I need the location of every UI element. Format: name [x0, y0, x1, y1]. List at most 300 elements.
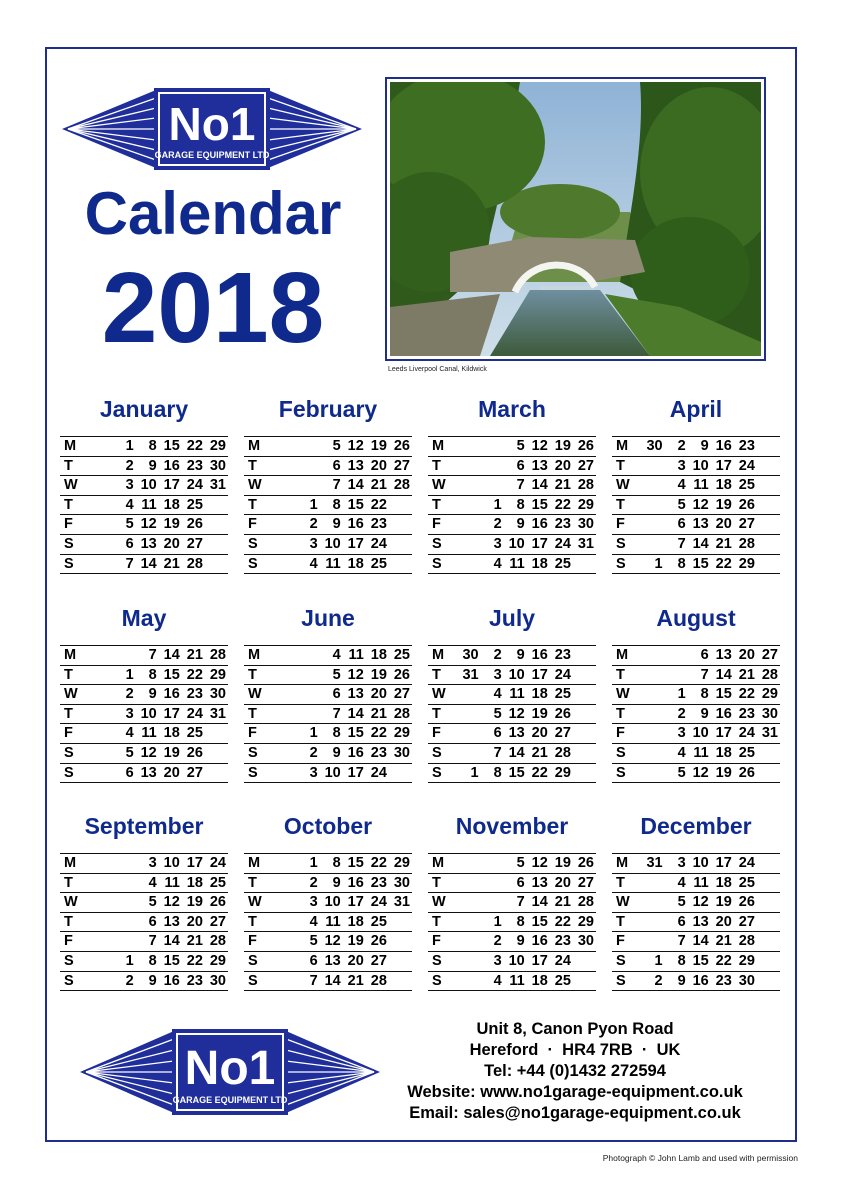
date-cell: 6	[493, 725, 502, 742]
weekday-row	[244, 932, 412, 952]
weekday-label: T	[432, 666, 441, 683]
date-cell: 26	[209, 894, 226, 911]
date-cell	[481, 893, 504, 912]
date-cell: 2	[309, 874, 318, 891]
weekday-row	[60, 972, 228, 992]
weekday-label: S	[432, 952, 442, 969]
date-cell	[458, 893, 481, 912]
date-cell: 21	[715, 535, 732, 552]
date-cell	[90, 457, 113, 476]
weekday-label: M	[616, 647, 629, 663]
date-cell: 7	[125, 555, 134, 572]
weekday-label: S	[64, 972, 74, 989]
weekday-label: M	[64, 438, 77, 454]
date-cell: 23	[186, 686, 203, 703]
month-name: November	[455, 813, 569, 839]
date-cell: 31	[646, 855, 663, 871]
month-december	[612, 811, 780, 991]
date-cell: 21	[163, 555, 180, 572]
date-cell: 4	[125, 725, 134, 742]
date-cell	[458, 724, 481, 743]
date-cell: 5	[677, 894, 686, 911]
date-cell: 30	[209, 686, 226, 703]
date-cell	[113, 646, 136, 665]
date-cell: 18	[370, 647, 387, 663]
date-cell	[274, 874, 297, 893]
weekday-row	[428, 952, 596, 972]
date-cell: 29	[738, 952, 755, 969]
date-cell: 15	[163, 438, 180, 454]
month-name: October	[283, 813, 373, 839]
date-cell: 3	[125, 705, 134, 722]
date-cell	[642, 535, 665, 554]
date-cell: 11	[325, 555, 341, 572]
date-cell: 23	[715, 972, 732, 989]
weekday-label: S	[616, 744, 626, 761]
date-cell: 30	[393, 874, 410, 891]
date-cell	[389, 932, 412, 951]
date-cell	[458, 972, 481, 991]
date-cell	[757, 874, 780, 893]
month-october	[244, 811, 412, 991]
date-cell: 8	[332, 496, 341, 513]
date-cell	[642, 705, 665, 724]
date-cell: 15	[531, 913, 548, 930]
date-cell	[642, 913, 665, 932]
month-name: July	[488, 605, 536, 631]
date-cell: 25	[554, 555, 571, 572]
date-cell: 1	[654, 555, 663, 572]
date-cell: 12	[163, 894, 180, 911]
date-cell: 24	[186, 477, 203, 494]
date-cell: 18	[715, 744, 732, 761]
date-cell: 22	[738, 686, 755, 703]
date-cell: 27	[577, 457, 594, 474]
date-cell	[757, 496, 780, 515]
date-cell: 23	[370, 874, 387, 891]
date-cell	[113, 932, 136, 951]
date-cell: 16	[531, 933, 548, 950]
weekday-row	[244, 535, 412, 555]
date-cell: 13	[140, 535, 157, 552]
date-cell: 28	[738, 933, 755, 950]
date-cell: 6	[700, 647, 709, 663]
date-cell	[757, 437, 780, 456]
date-cell: 16	[692, 972, 709, 989]
date-cell	[113, 874, 136, 893]
weekday-row	[244, 515, 412, 535]
date-cell: 31	[209, 477, 226, 494]
date-cell: 30	[761, 705, 778, 722]
date-cell: 21	[347, 972, 364, 989]
date-cell: 22	[370, 855, 387, 871]
date-cell	[642, 515, 665, 534]
weekday-row	[60, 457, 228, 477]
weekday-label: M	[432, 855, 445, 871]
date-cell: 14	[692, 535, 709, 552]
date-cell: 29	[209, 438, 226, 454]
date-cell: 13	[531, 874, 548, 891]
date-cell	[297, 476, 320, 495]
date-cell: 26	[738, 496, 755, 513]
date-cell: 15	[692, 952, 709, 969]
weekday-row	[428, 724, 596, 744]
date-cell: 8	[332, 855, 341, 871]
month-january	[60, 394, 228, 574]
month-november	[428, 811, 596, 991]
date-cell: 13	[347, 457, 364, 474]
weekday-row	[244, 555, 412, 575]
date-cell: 27	[393, 686, 410, 703]
date-cell: 1	[125, 952, 134, 969]
date-cell	[389, 515, 412, 534]
month-name: April	[669, 396, 723, 422]
canal-photo	[385, 77, 766, 361]
date-cell: 9	[516, 647, 525, 663]
weekday-label: S	[248, 972, 258, 989]
date-cell: 23	[554, 516, 571, 533]
date-cell: 17	[531, 952, 548, 969]
date-cell	[274, 932, 297, 951]
weekday-label: T	[64, 705, 73, 722]
date-cell: 22	[531, 764, 548, 781]
date-cell: 19	[163, 516, 180, 533]
date-cell: 16	[531, 516, 548, 533]
date-cell: 9	[148, 686, 157, 703]
date-cell: 12	[347, 666, 364, 683]
date-cell	[458, 932, 481, 951]
date-cell: 12	[531, 438, 548, 454]
weekday-label: F	[432, 516, 441, 533]
date-cell	[274, 952, 297, 971]
date-cell: 6	[677, 913, 686, 930]
date-cell	[90, 437, 113, 456]
date-cell: 28	[186, 555, 203, 572]
weekday-row	[60, 893, 228, 913]
date-cell	[274, 893, 297, 912]
date-cell: 23	[186, 457, 203, 474]
weekday-label: T	[432, 913, 441, 930]
date-cell: 5	[677, 764, 686, 781]
date-cell: 10	[508, 535, 525, 552]
date-cell: 7	[493, 744, 502, 761]
date-cell	[458, 874, 481, 893]
weekday-label: T	[616, 913, 625, 930]
date-cell: 6	[148, 913, 157, 930]
weekday-label: T	[432, 874, 441, 891]
weekday-label: F	[64, 516, 73, 533]
date-cell: 20	[715, 913, 732, 930]
date-cell: 10	[508, 666, 525, 683]
date-cell: 26	[577, 438, 594, 454]
date-cell: 12	[140, 744, 157, 761]
date-cell: 18	[163, 725, 180, 742]
address-line-1: Unit 8, Canon Pyon Road	[476, 1020, 674, 1038]
date-cell: 3	[677, 725, 686, 742]
weekday-label: S	[64, 535, 74, 552]
date-cell: 1	[125, 666, 134, 683]
date-cell: 20	[531, 725, 548, 742]
date-cell: 30	[738, 972, 755, 989]
month-name: December	[640, 813, 752, 839]
date-cell	[573, 724, 596, 743]
month-february	[244, 394, 412, 574]
logo-mark-text: No1	[168, 98, 256, 150]
date-cell: 8	[332, 725, 341, 742]
weekday-row	[60, 854, 228, 874]
date-cell	[90, 893, 113, 912]
date-cell	[458, 535, 481, 554]
date-cell	[757, 535, 780, 554]
date-cell: 14	[324, 972, 341, 989]
date-cell: 16	[347, 744, 364, 761]
month-days-table	[428, 853, 596, 991]
weekday-row	[428, 932, 596, 952]
month-days-table	[244, 853, 412, 991]
weekday-row	[428, 685, 596, 705]
date-cell: 25	[554, 972, 571, 989]
month-days-table	[244, 645, 412, 783]
date-cell: 24	[554, 952, 571, 969]
date-cell: 4	[677, 874, 686, 891]
date-cell: 25	[738, 874, 755, 891]
date-cell	[274, 457, 297, 476]
date-cell: 3	[493, 535, 502, 552]
month-may	[60, 603, 228, 783]
date-cell	[642, 457, 665, 476]
date-cell	[274, 646, 297, 665]
date-cell	[274, 685, 297, 704]
date-cell: 24	[209, 855, 226, 871]
weekday-row	[612, 476, 780, 496]
date-cell: 21	[554, 894, 571, 911]
month-days-table	[612, 853, 780, 991]
date-cell: 15	[347, 496, 364, 513]
date-cell	[113, 893, 136, 912]
date-cell: 31	[761, 725, 778, 742]
weekday-label: F	[616, 725, 625, 742]
date-cell: 28	[577, 894, 594, 911]
date-cell: 17	[347, 894, 364, 911]
date-cell: 23	[738, 438, 755, 454]
website-link[interactable]: Website: www.no1garage-equipment.co.uk	[407, 1083, 743, 1101]
date-cell: 26	[393, 666, 410, 683]
date-cell: 28	[370, 972, 387, 989]
date-cell: 15	[163, 952, 180, 969]
date-cell: 20	[370, 457, 387, 474]
weekday-label: S	[248, 744, 258, 761]
month-march	[428, 394, 596, 574]
date-cell: 24	[554, 535, 571, 552]
date-cell: 12	[692, 496, 709, 513]
weekday-row	[428, 913, 596, 933]
date-cell: 2	[125, 686, 134, 703]
date-cell	[642, 476, 665, 495]
date-cell: 19	[554, 855, 571, 871]
date-cell: 10	[692, 855, 709, 871]
date-cell: 7	[516, 894, 525, 911]
date-cell	[642, 893, 665, 912]
date-cell	[573, 705, 596, 724]
date-cell: 6	[516, 457, 525, 474]
date-cell	[757, 952, 780, 971]
date-cell	[274, 972, 297, 991]
date-cell: 23	[554, 933, 571, 950]
date-cell: 6	[125, 764, 134, 781]
date-cell	[458, 705, 481, 724]
weekday-row	[612, 854, 780, 874]
date-cell: 1	[125, 438, 134, 454]
date-cell: 1	[677, 686, 686, 703]
weekday-label: F	[248, 933, 257, 950]
weekday-label: S	[248, 555, 258, 572]
date-cell	[757, 913, 780, 932]
date-cell: 18	[347, 555, 364, 572]
date-cell: 29	[209, 666, 226, 683]
weekday-row	[612, 457, 780, 477]
weekday-row	[428, 535, 596, 555]
date-cell: 6	[677, 516, 686, 533]
date-cell: 24	[554, 666, 571, 683]
date-cell: 4	[309, 913, 318, 930]
date-cell: 9	[516, 516, 525, 533]
date-cell	[90, 705, 113, 724]
weekday-row	[428, 496, 596, 516]
date-cell: 4	[493, 555, 502, 572]
company-logo-top	[60, 88, 364, 170]
weekday-row	[244, 666, 412, 686]
date-cell: 8	[700, 686, 709, 703]
date-cell: 30	[209, 457, 226, 474]
date-cell: 25	[738, 744, 755, 761]
date-cell: 8	[516, 913, 525, 930]
date-cell: 22	[554, 913, 571, 930]
date-cell: 24	[186, 705, 203, 722]
weekday-label: T	[248, 913, 257, 930]
date-cell	[205, 744, 228, 763]
weekday-row	[428, 764, 596, 784]
date-cell	[90, 874, 113, 893]
date-cell: 6	[332, 457, 341, 474]
weekday-row	[612, 535, 780, 555]
weekday-row	[244, 476, 412, 496]
weekday-label: S	[64, 952, 74, 969]
date-cell: 21	[186, 647, 203, 663]
date-cell: 11	[348, 647, 364, 663]
date-cell: 22	[186, 438, 203, 454]
date-cell	[757, 972, 780, 991]
weekday-row	[60, 646, 228, 666]
date-cell	[757, 457, 780, 476]
month-september	[60, 811, 228, 991]
month-name: June	[301, 605, 355, 631]
date-cell	[90, 854, 113, 873]
date-cell: 22	[715, 555, 732, 572]
weekday-row	[60, 764, 228, 784]
date-cell: 30	[646, 438, 663, 454]
weekday-label: T	[248, 874, 257, 891]
date-cell: 1	[654, 952, 663, 969]
weekday-row	[612, 913, 780, 933]
date-cell: 17	[186, 855, 203, 871]
date-cell	[274, 724, 297, 743]
date-cell: 2	[309, 516, 318, 533]
month-days-table	[612, 436, 780, 574]
date-cell: 21	[738, 666, 755, 683]
weekday-row	[244, 764, 412, 784]
date-cell: 14	[163, 647, 180, 663]
date-cell	[458, 476, 481, 495]
date-cell	[90, 496, 113, 515]
date-cell: 15	[347, 725, 364, 742]
date-cell: 27	[761, 647, 778, 663]
date-cell: 6	[516, 874, 525, 891]
date-cell: 19	[347, 933, 364, 950]
date-cell: 11	[164, 874, 180, 891]
email-link[interactable]: Email: sales@no1garage-equipment.co.uk	[409, 1104, 741, 1122]
date-cell: 16	[715, 705, 732, 722]
date-cell	[389, 535, 412, 554]
address-line-2: Hereford · HR4 7RB · UK	[469, 1041, 681, 1059]
weekday-label: W	[248, 894, 262, 911]
date-cell	[113, 913, 136, 932]
weekday-row	[244, 705, 412, 725]
date-cell: 14	[140, 555, 157, 572]
date-cell: 15	[163, 666, 180, 683]
weekday-row	[428, 893, 596, 913]
month-days-table	[612, 645, 780, 783]
date-cell	[642, 496, 665, 515]
date-cell: 3	[677, 855, 686, 871]
date-cell	[481, 476, 504, 495]
weekday-row	[612, 932, 780, 952]
weekday-row	[60, 685, 228, 705]
date-cell	[90, 646, 113, 665]
date-cell: 21	[186, 933, 203, 950]
weekday-label: T	[616, 705, 625, 722]
date-cell: 5	[148, 894, 157, 911]
date-cell: 26	[186, 516, 203, 533]
date-cell: 23	[554, 647, 571, 663]
date-cell	[757, 744, 780, 763]
date-cell: 19	[531, 705, 548, 722]
date-cell	[389, 913, 412, 932]
date-cell	[274, 555, 297, 574]
date-cell: 27	[738, 516, 755, 533]
month-april	[612, 394, 780, 574]
company-logo-bottom	[78, 1029, 382, 1115]
date-cell: 25	[738, 477, 755, 494]
month-days-table	[428, 645, 596, 783]
weekday-label: S	[432, 535, 442, 552]
date-cell: 8	[148, 952, 157, 969]
date-cell: 3	[677, 457, 686, 474]
date-cell: 13	[347, 686, 364, 703]
date-cell: 18	[715, 874, 732, 891]
photo-caption: Leeds Liverpool Canal, Kildwick	[388, 366, 487, 373]
weekday-label: F	[616, 933, 625, 950]
date-cell	[458, 515, 481, 534]
weekday-row	[612, 666, 780, 686]
weekday-label: W	[616, 686, 630, 703]
date-cell: 28	[393, 477, 410, 494]
weekday-label: W	[64, 686, 78, 703]
date-cell	[458, 854, 481, 873]
date-cell: 14	[347, 477, 364, 494]
weekday-label: T	[248, 496, 257, 513]
date-cell: 22	[370, 496, 387, 513]
date-cell: 24	[370, 535, 387, 552]
